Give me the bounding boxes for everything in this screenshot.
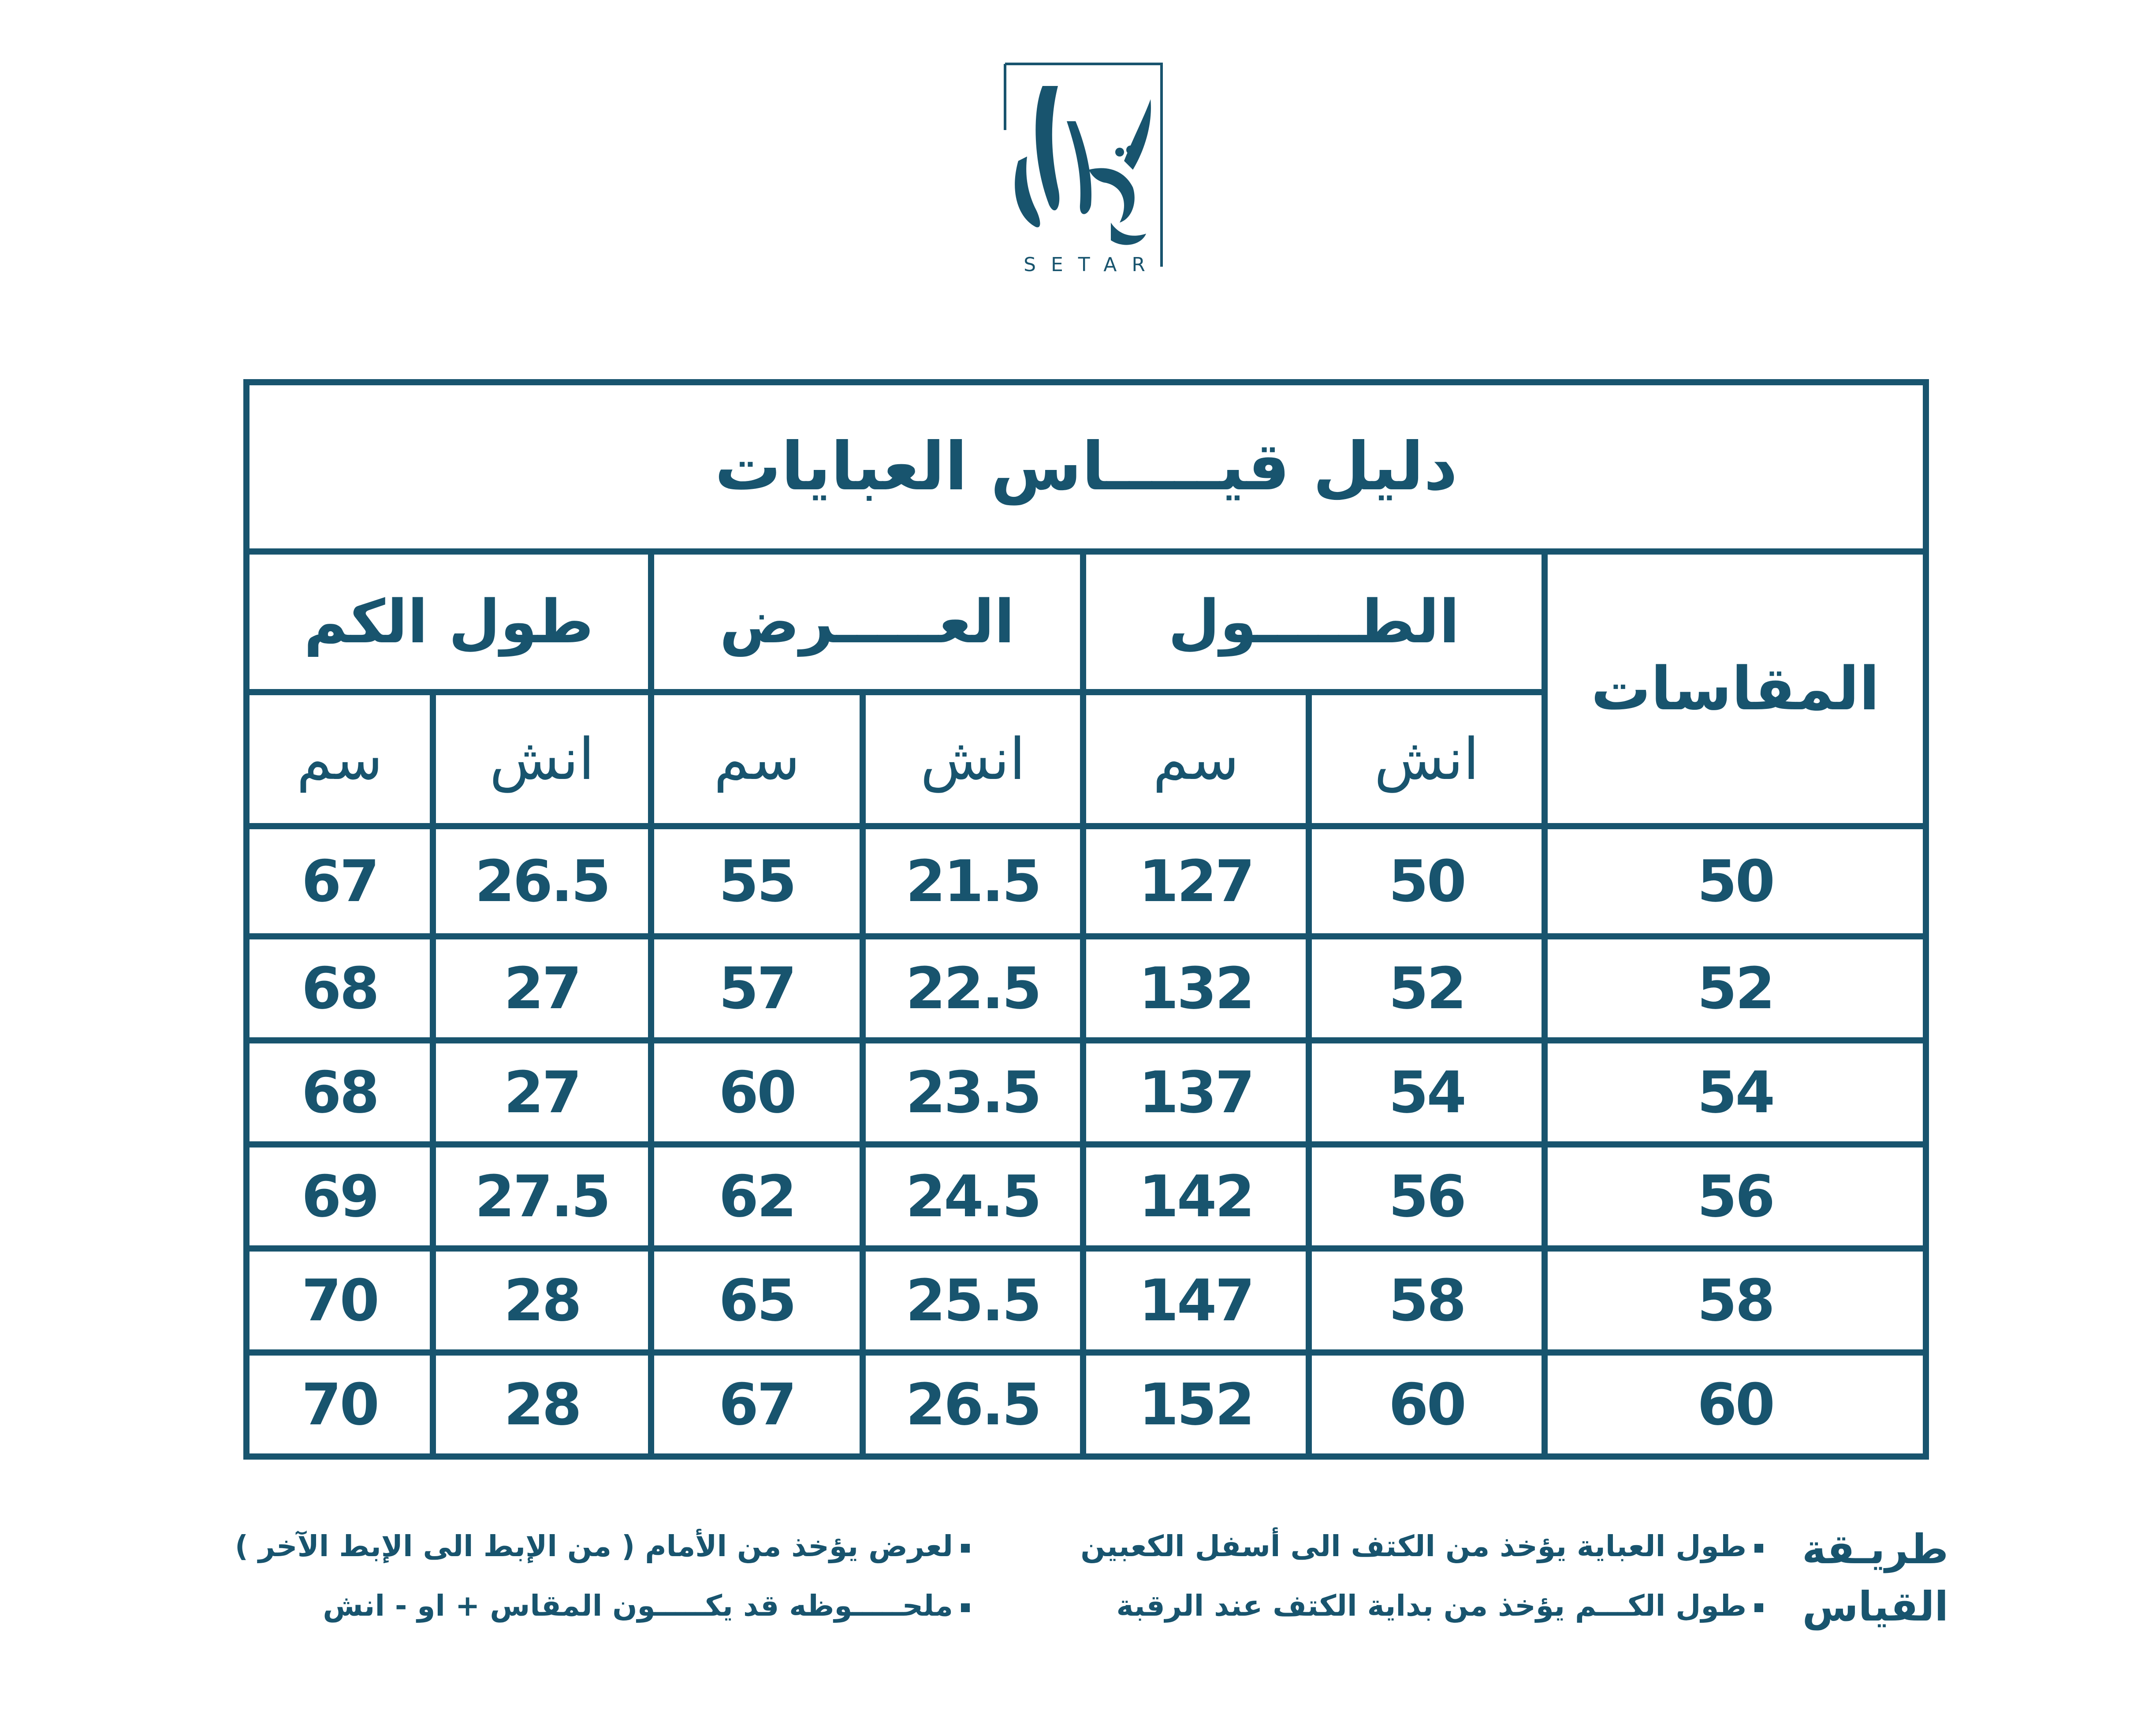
- table-cell: 50: [1309, 826, 1545, 936]
- table-row: [246, 1144, 1926, 1248]
- note-item: [1036, 1516, 1763, 1576]
- table-cell: 52: [1309, 936, 1545, 1040]
- table-cell: 27: [433, 936, 651, 1040]
- table-row: [246, 1040, 1926, 1144]
- unit-inch: انش: [433, 692, 651, 826]
- table-cell: 57: [651, 936, 863, 1040]
- note-item: [220, 1516, 970, 1576]
- table-row: [246, 1352, 1926, 1457]
- table-cell: 70: [246, 1352, 433, 1457]
- table-cell: 58: [1309, 1248, 1545, 1352]
- bullet-icon: [1754, 1544, 1763, 1553]
- table-cell: 27.5: [433, 1144, 651, 1248]
- table-cell: 137: [1083, 1040, 1309, 1144]
- unit-cm: سم: [651, 692, 863, 826]
- table-cell: 28: [433, 1248, 651, 1352]
- table-cell: 152: [1083, 1352, 1309, 1457]
- table-cell: 127: [1083, 826, 1309, 936]
- table-cell: 28: [433, 1352, 651, 1457]
- table-cell: 69: [246, 1144, 433, 1248]
- note-text: لعرض يؤخذ من الأمام ( من الإبط الى الإبط الآخر ): [235, 1529, 953, 1563]
- table-cell: 70: [246, 1248, 433, 1352]
- table-cell: 60: [1309, 1352, 1545, 1457]
- table-cell: 58: [1545, 1248, 1926, 1352]
- table-cell: 50: [1545, 826, 1926, 936]
- table-cell: 54: [1309, 1040, 1545, 1144]
- table-cell: 23.5: [863, 1040, 1083, 1144]
- bullet-icon: [961, 1544, 970, 1553]
- bullet-icon: [1754, 1603, 1763, 1612]
- measurement-notes: [229, 1516, 1948, 1649]
- table-cell: 142: [1083, 1144, 1309, 1248]
- table-row: [246, 1248, 1926, 1352]
- table-row: [246, 826, 1926, 936]
- notes-column-right: [1036, 1516, 1763, 1636]
- bullet-icon: [961, 1603, 970, 1612]
- table-cell: 27: [433, 1040, 651, 1144]
- note-item: [220, 1576, 970, 1636]
- unit-cm: سم: [246, 692, 433, 826]
- table-cell: 60: [651, 1040, 863, 1144]
- sleeve-header: طول الكم: [246, 551, 651, 692]
- table-cell: 147: [1083, 1248, 1309, 1352]
- setar-calligraphy-icon: [1001, 60, 1168, 280]
- brand-name: SETAR: [1024, 253, 1160, 276]
- table-title: دليل قيـــــاس العبايات: [246, 382, 1926, 551]
- table-cell: 26.5: [433, 826, 651, 936]
- table-cell: 55: [651, 826, 863, 936]
- note-text: طول العباية يؤخذ من الكتف الى أسفل الكعبين: [1080, 1529, 1746, 1563]
- table-cell: 56: [1545, 1144, 1926, 1248]
- table-cell: 25.5: [863, 1248, 1083, 1352]
- length-header: الطـــــول: [1083, 551, 1545, 692]
- note-text: ملحـــــوظه قد يكـــــون المقاس + او - انش: [323, 1589, 953, 1623]
- table-cell: 68: [246, 936, 433, 1040]
- table-cell: 54: [1545, 1040, 1926, 1144]
- unit-inch: انش: [863, 692, 1083, 826]
- size-guide-table: [243, 379, 1929, 1460]
- unit-cm: سم: [1083, 692, 1309, 826]
- table-cell: 22.5: [863, 936, 1083, 1040]
- table-cell: 65: [651, 1248, 863, 1352]
- table-row: [246, 936, 1926, 1040]
- notes-column-left: [220, 1516, 970, 1636]
- table-cell: 67: [651, 1352, 863, 1457]
- unit-inch: انش: [1309, 692, 1545, 826]
- table-cell: 52: [1545, 936, 1926, 1040]
- method-line-2: القياس: [1802, 1583, 1948, 1630]
- table-cell: 21.5: [863, 826, 1083, 936]
- table-cell: 26.5: [863, 1352, 1083, 1457]
- width-header: العـــــرض: [651, 551, 1083, 692]
- note-item: [1036, 1576, 1763, 1636]
- method-line-1: طريـقة: [1802, 1526, 1948, 1573]
- table-cell: 24.5: [863, 1144, 1083, 1248]
- table-cell: 56: [1309, 1144, 1545, 1248]
- table-cell: 62: [651, 1144, 863, 1248]
- note-text: طول الكـــم يؤخذ من بداية الكتف عند الرقبة: [1116, 1589, 1746, 1623]
- measurement-method-label: [1802, 1521, 1948, 1636]
- table-cell: 67: [246, 826, 433, 936]
- setar-logo: [1001, 60, 1168, 280]
- table-cell: 132: [1083, 936, 1309, 1040]
- table-cell: 68: [246, 1040, 433, 1144]
- sizes-header: المقاسات: [1545, 551, 1926, 826]
- table-cell: 60: [1545, 1352, 1926, 1457]
